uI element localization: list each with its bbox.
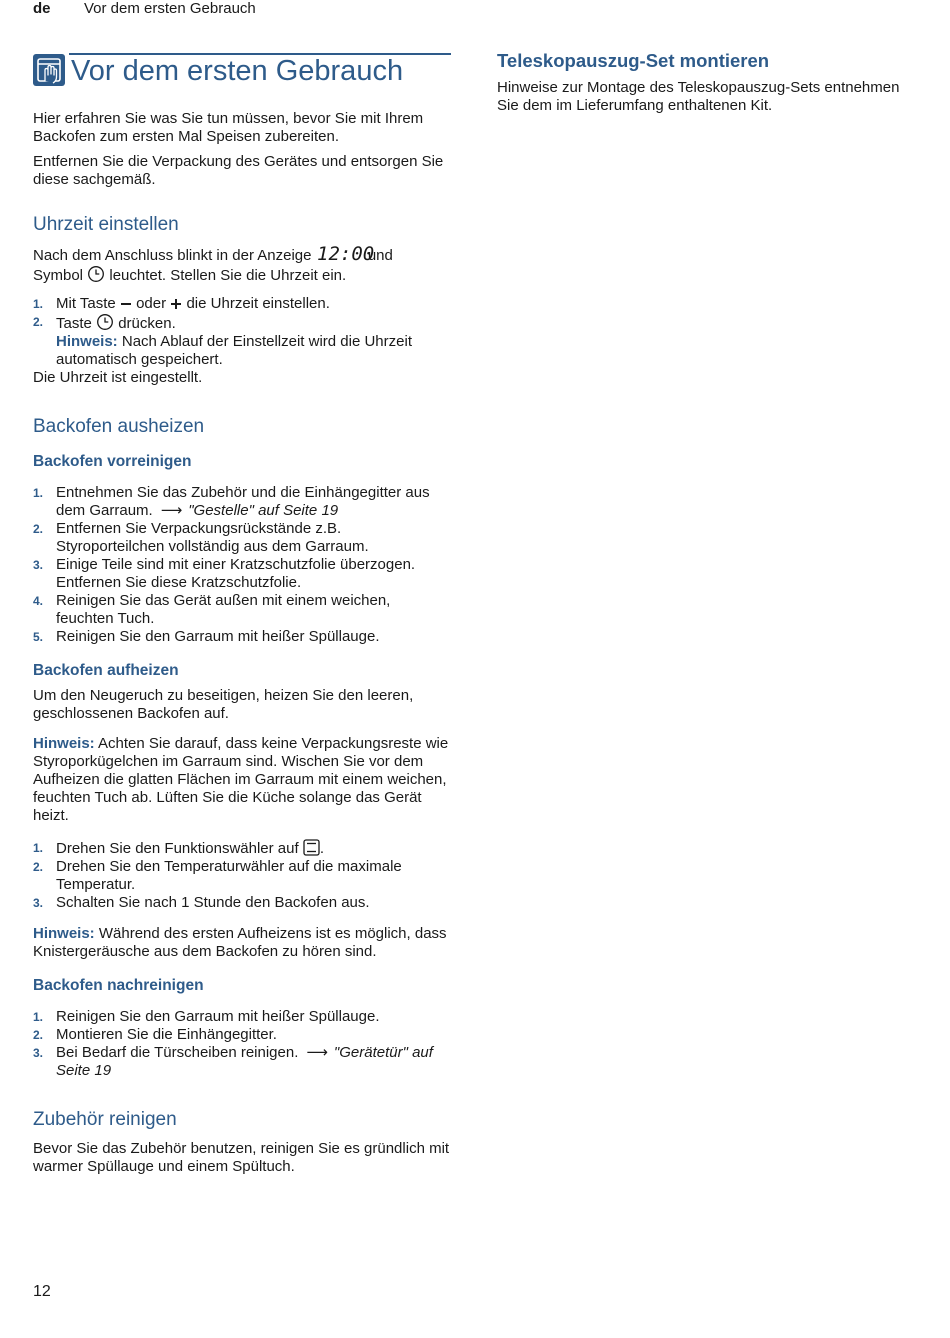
cross-reference-arrow: ⟶ <box>306 1044 328 1061</box>
oven-function-icon <box>303 839 320 856</box>
list-item: 2. Entfernen Sie Verpackungsrückstände z.B. Styroporteilchen vollständig aus dem Garraum. <box>33 520 369 555</box>
section-heading-clock: Uhrzeit einstellen <box>33 214 179 235</box>
language-code: de <box>33 0 51 17</box>
list-item: 3. Einige Teile sind mit einer Kratzschutzfolie überzogen. Entfernen Sie diese Kratzschutzfolie. <box>33 556 416 591</box>
list-item: 3. Bei Bedarf die Türscheiben reinigen. ⟶ "Gerätetür" auf Seite 19 <box>33 1044 433 1079</box>
list-item: 5. Reinigen Sie den Garraum mit heißer Spüllauge. <box>33 628 380 645</box>
heat-note: Hinweis: Achten Sie darauf, dass keine Verpackungsreste wie Styroporkügelchen im Garraum sind. Wischen Sie vor dem Aufheizen die glatten Flächen im Garraum mit einem weichen, feuchten Tuch ab. Lüften Sie die Küche solange das Gerät heizt. <box>33 735 449 824</box>
svg-text:12:00: 12:00 <box>316 243 374 265</box>
chapter-title: Vor dem ersten Gebrauch <box>71 55 404 87</box>
list-item: 4. Reinigen Sie das Gerät außen mit einem weichen, feuchten Tuch. <box>33 592 391 627</box>
list-item: 2. Taste drücken. <box>33 315 176 332</box>
clock-icon <box>87 265 105 283</box>
list-item: 2. Drehen Sie den Temperaturwähler auf die maximale Temperatur. <box>33 858 402 893</box>
right-column <box>497 50 907 122</box>
running-header <box>33 0 256 18</box>
section-heading-telescopic: Teleskopauszug-Set montieren <box>497 50 770 71</box>
list-item: 1. Reinigen Sie den Garraum mit heißer Spüllauge. <box>33 1008 380 1025</box>
list-item: 1. Mit Taste oder die Uhrzeit einstellen. <box>33 295 330 312</box>
intro-paragraph: Entfernen Sie die Verpackung des Gerätes und entsorgen Sie diese sachgemäß. <box>33 153 444 188</box>
preclean-steps <box>33 484 451 646</box>
heat-intro: Um den Neugeruch zu beseitigen, heizen Sie den leeren, geschlossenen Backofen auf. <box>33 687 414 722</box>
list-item: 2. Montieren Sie die Einhängegitter. <box>33 1026 277 1043</box>
chapter-heading <box>33 50 451 86</box>
cross-reference-arrow: ⟶ <box>160 502 183 519</box>
clock-intro: Nach dem Anschluss blinkt in der Anzeige 12:00 und Symbol leuchtet. Stellen Sie die Uhrzeit ein. <box>33 243 393 284</box>
heat-note-2: Hinweis: Während des ersten Aufheizens ist es möglich, dass Knistergeräusche aus dem Backofen zu hören sind. <box>33 925 447 960</box>
clock-result: Die Uhrzeit ist eingestellt. <box>33 369 203 386</box>
clock-steps <box>33 295 451 333</box>
telescopic-text: Hinweise zur Montage des Teleskopauszug-Sets entnehmen Sie dem im Lieferumfang enthaltenen Kit. <box>497 79 900 114</box>
clock-note: Hinweis: Nach Ablauf der Einstellzeit wird die Uhrzeit automatisch gespeichert. <box>56 333 412 368</box>
list-item: 3. Schalten Sie nach 1 Stunde den Backofen aus. <box>33 894 370 911</box>
list-item: 1. Entnehmen Sie das Zubehör und die Einhängegitter aus dem Garraum. ⟶ "Gestelle" auf Seite 19 <box>33 484 430 519</box>
accessories-text: Bevor Sie das Zubehör benutzen, reinigen Sie es gründlich mit warmer Spüllauge und einem Spültuch. <box>33 1140 450 1175</box>
minus-icon <box>120 297 132 311</box>
clock-display-icon <box>316 243 374 265</box>
clock-icon <box>96 313 114 331</box>
subsection-heading-preclean: Backofen vorreinigen <box>33 453 192 470</box>
header-title: Vor dem ersten Gebrauch <box>84 0 256 17</box>
page-number: 12 <box>33 1283 51 1300</box>
subsection-heading-heat: Backofen aufheizen <box>33 662 179 679</box>
section-heading-accessories: Zubehör reinigen <box>33 1109 177 1130</box>
postclean-steps <box>33 1008 451 1080</box>
heat-steps <box>33 839 451 912</box>
cross-reference-link[interactable]: "Gestelle" auf Seite 19 <box>188 502 339 519</box>
section-heading-bake-out: Backofen ausheizen <box>33 416 205 437</box>
cross-reference-link[interactable]: "Gerätetür" auf Seite 19 <box>56 1044 433 1079</box>
left-column <box>33 50 451 1183</box>
intro-paragraph: Hier erfahren Sie was Sie tun müssen, bevor Sie mit Ihrem Backofen zum ersten Mal Speisen zubereiten. <box>33 110 424 145</box>
plus-icon <box>170 297 182 311</box>
subsection-heading-postclean: Backofen nachreinigen <box>33 977 204 994</box>
hand-on-oven-icon <box>33 54 65 86</box>
list-item: 1. Drehen Sie den Funktionswähler auf . <box>33 840 324 857</box>
